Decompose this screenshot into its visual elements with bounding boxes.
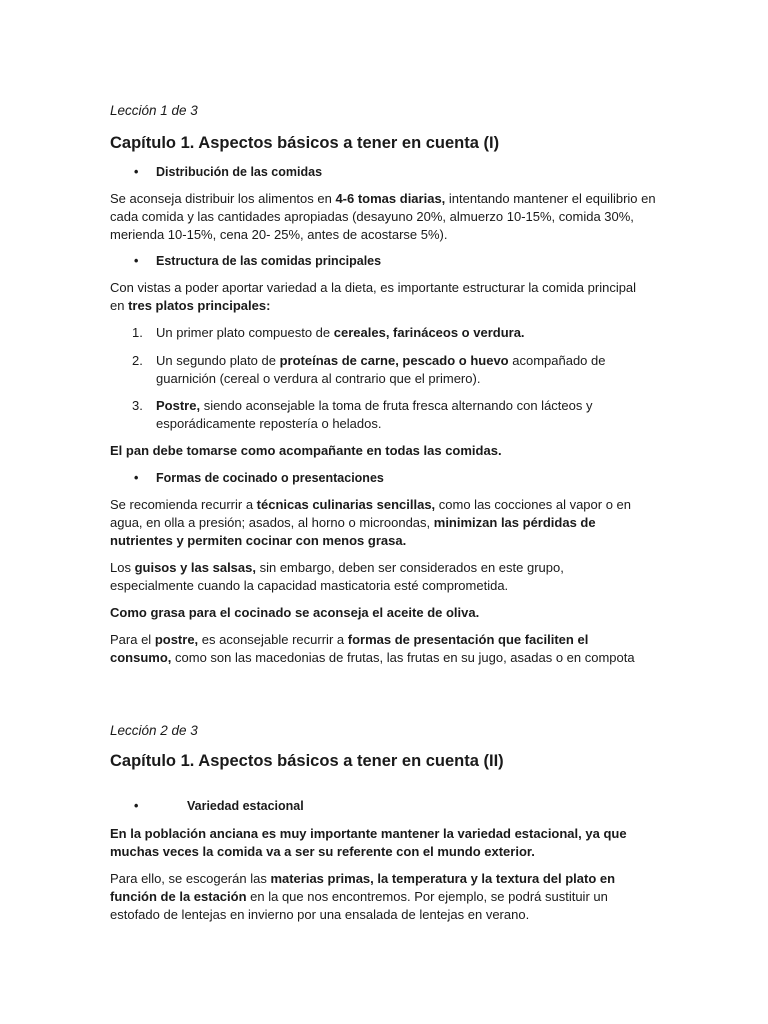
- bold-run: En la población anciana es muy importante mantener la variedad estacional, ya que muchas veces la comida va a ser su referente con el mundo exterior.: [110, 826, 627, 859]
- bullet-label: Variedad estacional: [187, 799, 304, 813]
- text-run: Los: [110, 560, 135, 575]
- text-run: Con vistas a poder aportar variedad a la dieta, es importante estructurar la comida principal en: [110, 280, 637, 313]
- text-run: Para el: [110, 632, 155, 647]
- chapter-1-title: Capítulo 1. Aspectos básicos a tener en cuenta (I): [110, 134, 500, 152]
- bullet-dot-icon: •: [134, 799, 139, 813]
- bold-run: 4-6 tomas diarias,: [335, 191, 446, 206]
- bold-run: El pan debe tomarse como acompañante en todas las comidas.: [110, 443, 502, 458]
- text-run: es aconsejable recurrir a: [198, 632, 348, 647]
- paragraph-olive-oil: [110, 604, 658, 622]
- paragraph-stews-sauces: [110, 559, 645, 595]
- bullet-main-meal-structure: [110, 252, 658, 270]
- text-run: Se aconseja distribuir los alimentos en: [110, 191, 336, 206]
- bullet-dot-icon: •: [134, 254, 139, 268]
- list-item-second-course: [110, 352, 658, 388]
- list-number: 2.: [132, 353, 143, 368]
- lesson-1-label: Lección 1 de 3: [110, 103, 198, 118]
- list-number: 3.: [132, 398, 143, 413]
- text-run: en la que nos encontremos. Por ejemplo, se podrá sustituir un estofado de lentejas en invierno por una ensalada de lentejas en verano.: [110, 889, 608, 922]
- text-run: siendo aconsejable la toma de fruta fresca alternando con lácteos y esporádicamente repostería o helados.: [156, 398, 593, 431]
- paragraph-dessert-presentation: [110, 631, 635, 667]
- bullet-label: Estructura de las comidas principales: [156, 254, 382, 268]
- bold-run: cereales, farináceos o verdura.: [333, 325, 525, 340]
- bold-run: tres platos principales:: [128, 298, 271, 313]
- paragraph-bread: [110, 442, 658, 460]
- list-item-first-course: [110, 324, 658, 342]
- bullet-seasonal-variety: [110, 797, 658, 815]
- text-run: Un segundo plato de: [156, 353, 280, 368]
- bullet-cooking-methods: [110, 469, 658, 487]
- list-item-dessert: [110, 397, 658, 433]
- lesson-2-label: Lección 2 de 3: [110, 723, 198, 738]
- bold-run: técnicas culinarias sencillas,: [256, 497, 436, 512]
- paragraph-meal-distribution: [110, 190, 658, 244]
- bold-run: formas de presentación que faciliten el consumo,: [110, 632, 589, 665]
- bold-run: postre,: [154, 632, 199, 647]
- list-number: 1.: [132, 325, 143, 340]
- text-run: como son las macedonias de frutas, las frutas en su jugo, asadas o en compota: [171, 650, 635, 665]
- bold-run: proteínas de carne, pescado o huevo: [279, 353, 509, 368]
- chapter-2-title: Capítulo 1. Aspectos básicos a tener en cuenta (II): [110, 752, 504, 770]
- text-run: Para ello, se escogerán las: [110, 871, 271, 886]
- paragraph-meal-structure: [110, 279, 645, 315]
- bullet-dot-icon: •: [134, 165, 139, 179]
- text-run: intentando mantener el equilibrio en cada comida y las cantidades apropiadas (desayuno 20%, almuerzo 10-15%, comida 30%, merienda 10-15%, cena 20- 25%, antes de acostarse 5%).: [110, 191, 656, 242]
- bold-run: materias primas, la temperatura y la textura del plato en función de la estación: [110, 871, 616, 904]
- bullet-label: Formas de cocinado o presentaciones: [156, 471, 384, 485]
- bullet-meal-distribution: [110, 163, 658, 181]
- bold-run: Como grasa para el cocinado se aconseja el aceite de oliva.: [110, 605, 480, 620]
- bold-run: guisos y las salsas,: [134, 560, 256, 575]
- text-run: Se recomienda recurrir a: [110, 497, 257, 512]
- text-run: acompañado de guarnición (cereal o verdura al contrario que el primero).: [156, 353, 606, 386]
- text-run: Un primer plato compuesto de: [156, 325, 334, 340]
- paragraph-seasonal-importance: [110, 825, 658, 861]
- bullet-dot-icon: •: [134, 471, 139, 485]
- paragraph-cooking-techniques: [110, 496, 658, 550]
- bold-run: Postre,: [156, 398, 201, 413]
- bullet-label: Distribución de las comidas: [156, 165, 323, 179]
- text-run: como las cocciones al vapor o en agua, en olla a presión; asados, al horno o microondas,: [110, 497, 631, 530]
- bold-run: minimizan las pérdidas de nutrientes y permiten cocinar con menos grasa.: [110, 515, 596, 548]
- text-run: sin embargo, deben ser considerados en este grupo, especialmente cuando la capacidad masticatoria esté comprometida.: [110, 560, 564, 593]
- paragraph-seasonal-example: [110, 870, 658, 924]
